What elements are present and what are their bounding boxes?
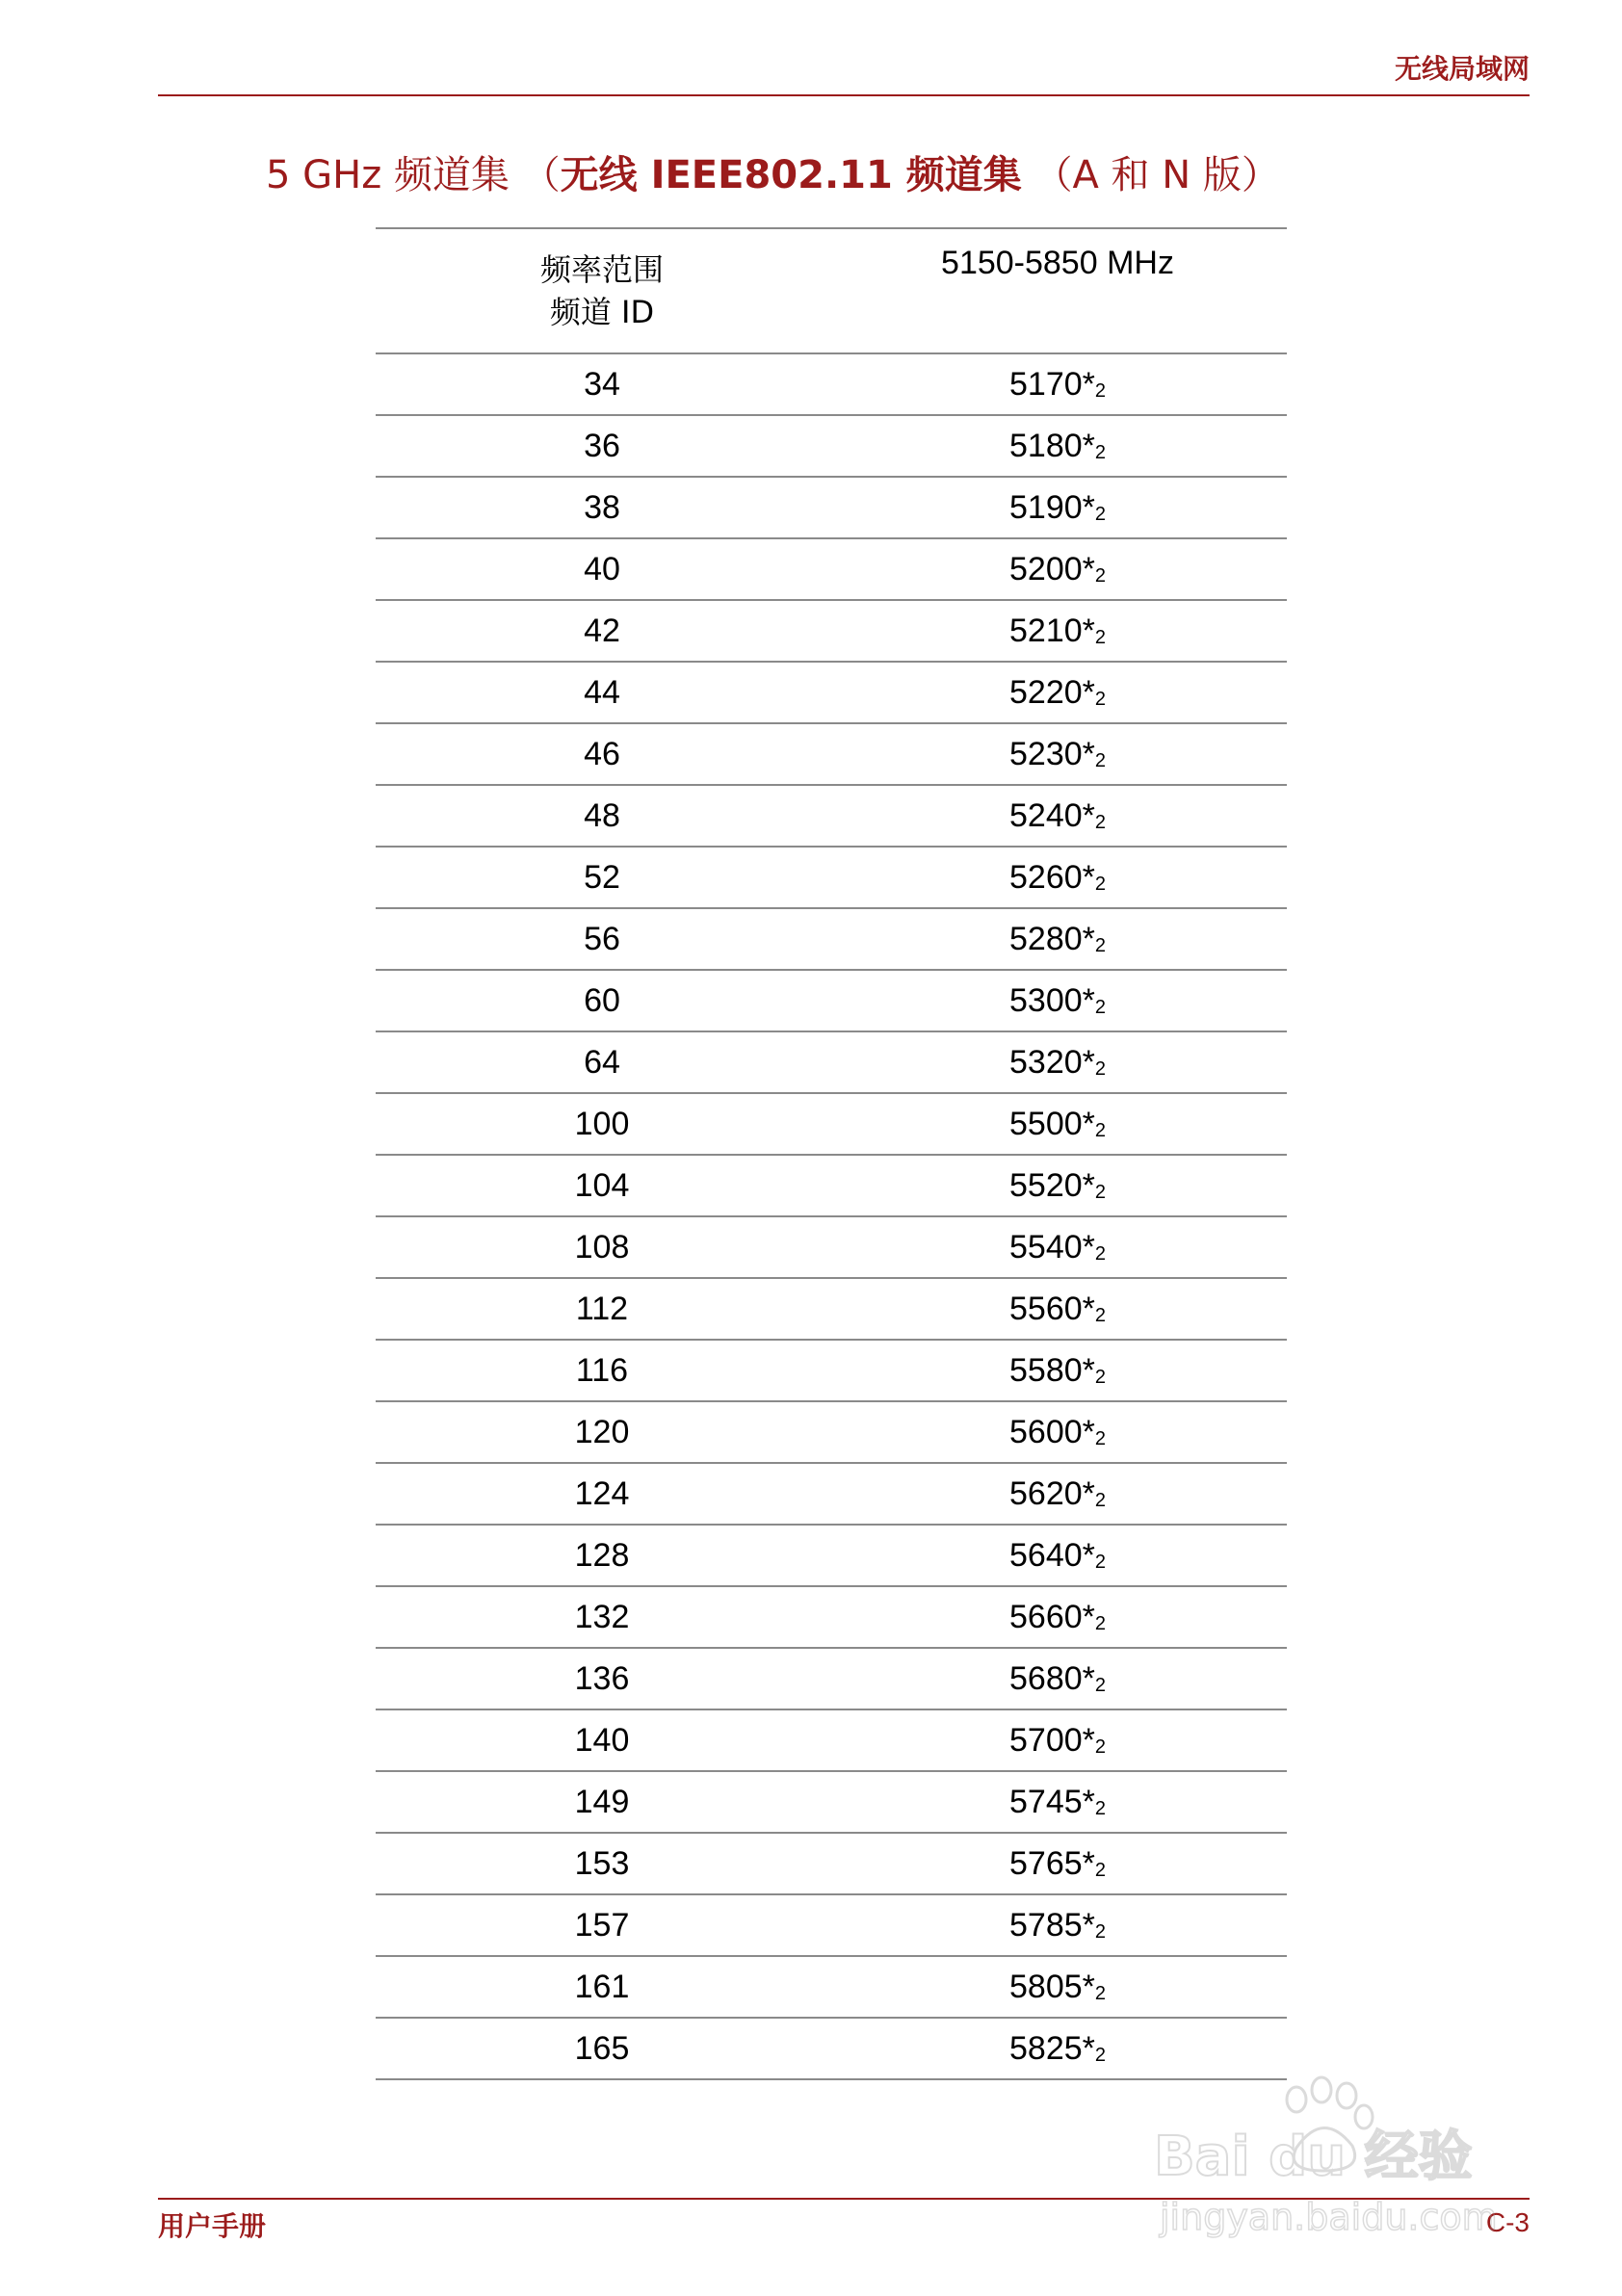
frequency-note-number: 2 <box>1094 379 1106 402</box>
frequency-note-number: 2 <box>1094 934 1106 956</box>
frequency-cell <box>828 1093 1287 1155</box>
table-row <box>376 1278 1287 1340</box>
channel-id-cell: 136 <box>376 1648 828 1709</box>
frequency-note-mark: * <box>1082 1474 1095 1512</box>
channel-id-cell: 112 <box>376 1278 828 1340</box>
frequency-value: 5765 <box>1009 1844 1083 1882</box>
frequency-cell <box>828 847 1287 908</box>
frequency-note-number: 2 <box>1094 503 1106 525</box>
frequency-note-mark: * <box>1082 550 1095 587</box>
frequency-note-mark: * <box>1082 365 1095 403</box>
frequency-note-mark: * <box>1082 1351 1095 1389</box>
frequency-cell <box>828 1340 1287 1401</box>
header-frequency-range-label: 频率范围 <box>539 251 664 288</box>
header-frequency-range: 5150-5850 MHz <box>828 228 1287 353</box>
table-row <box>376 1216 1287 1278</box>
frequency-value: 5200 <box>1009 550 1083 587</box>
frequency-note-number: 2 <box>1094 1797 1106 1819</box>
channel-id-cell: 157 <box>376 1894 828 1956</box>
frequency-note-mark: * <box>1082 1290 1095 1327</box>
frequency-value: 5580 <box>1009 1351 1083 1389</box>
frequency-value: 5220 <box>1009 673 1083 711</box>
table-row <box>376 1155 1287 1216</box>
channel-id-cell: 34 <box>376 353 828 415</box>
channel-id-cell: 44 <box>376 662 828 723</box>
frequency-note-mark: * <box>1082 1536 1095 1574</box>
frequency-cell <box>828 1709 1287 1771</box>
frequency-note-mark: * <box>1082 1598 1095 1635</box>
frequency-cell <box>828 1956 1287 2018</box>
frequency-note-number: 2 <box>1094 1735 1106 1758</box>
channel-id-cell: 42 <box>376 600 828 662</box>
watermark-brand: Bai du 经验 <box>1154 2126 1473 2188</box>
frequency-note-number: 2 <box>1094 1181 1106 1203</box>
frequency-note-mark: * <box>1082 796 1095 834</box>
frequency-note-mark: * <box>1082 427 1095 464</box>
header-channel-id <box>376 228 828 353</box>
frequency-note-mark: * <box>1082 920 1095 957</box>
frequency-cell <box>828 1525 1287 1586</box>
frequency-value: 5210 <box>1009 612 1083 649</box>
baidu-jingyan-watermark <box>1152 2071 1537 2244</box>
section-title <box>266 144 1280 199</box>
table-row <box>376 477 1287 538</box>
frequency-note-number: 2 <box>1094 441 1106 463</box>
frequency-value: 5540 <box>1009 1228 1083 1265</box>
header-channel-id-label <box>376 291 828 333</box>
frequency-value: 5230 <box>1009 735 1083 772</box>
running-header-title: 无线局域网 <box>1394 53 1530 85</box>
frequency-value: 5785 <box>1009 1906 1083 1944</box>
table-row <box>376 1894 1287 1956</box>
table-row <box>376 415 1287 477</box>
frequency-value: 5825 <box>1009 2029 1083 2067</box>
channel-id-cell: 64 <box>376 1031 828 1093</box>
frequency-cell <box>828 1463 1287 1525</box>
frequency-cell <box>828 1216 1287 1278</box>
frequency-value: 5300 <box>1009 981 1083 1019</box>
frequency-value: 5805 <box>1009 1968 1083 2005</box>
channel-id-cell: 36 <box>376 415 828 477</box>
paw-toe-3-icon <box>1337 2083 1356 2108</box>
channel-id-cell: 120 <box>376 1401 828 1463</box>
channel-id-cell: 165 <box>376 2018 828 2079</box>
frequency-note-mark: * <box>1082 1721 1095 1759</box>
table-row <box>376 1093 1287 1155</box>
table-row <box>376 1401 1287 1463</box>
frequency-cell <box>828 1278 1287 1340</box>
frequency-note-number: 2 <box>1094 1119 1106 1141</box>
table-row <box>376 970 1287 1031</box>
frequency-note-number: 2 <box>1094 1427 1106 1449</box>
frequency-value: 5660 <box>1009 1598 1083 1635</box>
frequency-value: 5190 <box>1009 488 1083 526</box>
frequency-note-number: 2 <box>1094 749 1106 771</box>
channel-id-cell: 52 <box>376 847 828 908</box>
frequency-cell <box>828 600 1287 662</box>
section-title-part1: 5 GHz 频道集 （ <box>266 153 561 197</box>
frequency-value: 5260 <box>1009 858 1083 896</box>
table-row <box>376 723 1287 785</box>
frequency-note-number: 2 <box>1094 873 1106 895</box>
frequency-note-mark: * <box>1082 1783 1095 1820</box>
frequency-value: 5500 <box>1009 1105 1083 1142</box>
frequency-value: 5180 <box>1009 427 1083 464</box>
table-row <box>376 785 1287 847</box>
channel-id-cell: 56 <box>376 908 828 970</box>
table-body <box>376 353 1287 2079</box>
channel-id-cell: 124 <box>376 1463 828 1525</box>
channel-id-cell: 40 <box>376 538 828 600</box>
frequency-note-mark: * <box>1082 612 1095 649</box>
frequency-note-mark: * <box>1082 488 1095 526</box>
table-row <box>376 538 1287 600</box>
frequency-cell <box>828 785 1287 847</box>
frequency-note-number: 2 <box>1094 1674 1106 1696</box>
channel-id-cell: 104 <box>376 1155 828 1216</box>
frequency-note-mark: * <box>1082 981 1095 1019</box>
channel-id-cell: 100 <box>376 1093 828 1155</box>
table-row <box>376 600 1287 662</box>
channel-id-cell: 38 <box>376 477 828 538</box>
frequency-value: 5170 <box>1009 365 1083 403</box>
channel-id-cell: 153 <box>376 1833 828 1894</box>
table-row <box>376 1031 1287 1093</box>
frequency-value: 5520 <box>1009 1166 1083 1204</box>
frequency-cell <box>828 1401 1287 1463</box>
table-header-row <box>376 228 1287 353</box>
frequency-cell <box>828 908 1287 970</box>
channel-id-cell: 48 <box>376 785 828 847</box>
frequency-value: 5560 <box>1009 1290 1083 1327</box>
table-row <box>376 353 1287 415</box>
frequency-value: 5320 <box>1009 1043 1083 1081</box>
frequency-note-number: 2 <box>1094 626 1106 648</box>
table-row <box>376 847 1287 908</box>
frequency-note-mark: * <box>1082 1844 1095 1882</box>
frequency-note-number: 2 <box>1094 1859 1106 1881</box>
table-row <box>376 1648 1287 1709</box>
frequency-note-number: 2 <box>1094 1612 1106 1634</box>
channel-id-cell: 161 <box>376 1956 828 2018</box>
header-id-word: ID <box>621 294 655 330</box>
frequency-note-mark: * <box>1082 1906 1095 1944</box>
channel-id-cell: 46 <box>376 723 828 785</box>
channel-frequency-table <box>376 227 1287 2080</box>
frequency-value: 5680 <box>1009 1659 1083 1697</box>
frequency-note-number: 2 <box>1094 1920 1106 1943</box>
frequency-cell <box>828 1894 1287 1956</box>
watermark-url: jingyan.baidu.com <box>1160 2196 1498 2238</box>
frequency-cell <box>828 1833 1287 1894</box>
frequency-note-mark: * <box>1082 858 1095 896</box>
channel-id-cell: 60 <box>376 970 828 1031</box>
frequency-note-number: 2 <box>1094 1551 1106 1573</box>
frequency-note-number: 2 <box>1094 688 1106 710</box>
frequency-note-mark: * <box>1082 1228 1095 1265</box>
frequency-note-number: 2 <box>1094 2044 1106 2066</box>
footer-manual-title: 用户手册 <box>158 2210 267 2242</box>
table-row <box>376 1525 1287 1586</box>
table-row <box>376 1833 1287 1894</box>
table-row <box>376 1586 1287 1648</box>
frequency-cell <box>828 723 1287 785</box>
header-rule <box>158 94 1530 96</box>
frequency-cell <box>828 353 1287 415</box>
channel-id-cell: 149 <box>376 1771 828 1833</box>
frequency-note-number: 2 <box>1094 1242 1106 1265</box>
channel-id-cell: 132 <box>376 1586 828 1648</box>
frequency-cell <box>828 1586 1287 1648</box>
frequency-note-number: 2 <box>1094 811 1106 833</box>
frequency-note-number: 2 <box>1094 1304 1106 1326</box>
table-row <box>376 2018 1287 2079</box>
frequency-cell <box>828 1771 1287 1833</box>
frequency-note-mark: * <box>1082 1968 1095 2005</box>
table-row <box>376 1709 1287 1771</box>
frequency-note-number: 2 <box>1094 1057 1106 1080</box>
frequency-note-number: 2 <box>1094 564 1106 587</box>
frequency-value: 5280 <box>1009 920 1083 957</box>
frequency-value: 5240 <box>1009 796 1083 834</box>
frequency-note-mark: * <box>1082 1043 1095 1081</box>
frequency-note-number: 2 <box>1094 996 1106 1018</box>
frequency-note-number: 2 <box>1094 1366 1106 1388</box>
frequency-note-number: 2 <box>1094 1489 1106 1511</box>
channel-id-cell: 140 <box>376 1709 828 1771</box>
table-row <box>376 908 1287 970</box>
frequency-value: 5640 <box>1009 1536 1083 1574</box>
frequency-value: 5600 <box>1009 1413 1083 1450</box>
frequency-cell <box>828 477 1287 538</box>
header-channel-word: 频道 <box>549 294 622 330</box>
channel-id-cell: 116 <box>376 1340 828 1401</box>
frequency-cell <box>828 415 1287 477</box>
frequency-cell <box>828 1155 1287 1216</box>
channel-id-cell: 108 <box>376 1216 828 1278</box>
frequency-cell <box>828 662 1287 723</box>
frequency-note-mark: * <box>1082 1166 1095 1204</box>
frequency-cell <box>828 1031 1287 1093</box>
paw-toe-2-icon <box>1312 2077 1331 2102</box>
frequency-note-mark: * <box>1082 673 1095 711</box>
frequency-note-number: 2 <box>1094 1982 1106 2004</box>
frequency-note-mark: * <box>1082 2029 1095 2067</box>
table-row <box>376 1340 1287 1401</box>
section-title-part3: （A 和 N 版） <box>1021 153 1280 197</box>
frequency-value: 5745 <box>1009 1783 1083 1820</box>
table-row <box>376 1463 1287 1525</box>
table-row <box>376 662 1287 723</box>
frequency-note-mark: * <box>1082 1413 1095 1450</box>
paw-toe-1-icon <box>1287 2087 1306 2112</box>
footer-page-number: C-3 <box>1485 2207 1530 2237</box>
frequency-cell <box>828 970 1287 1031</box>
frequency-cell <box>828 538 1287 600</box>
frequency-value: 5620 <box>1009 1474 1083 1512</box>
section-title-part2: 无线 IEEE802.11 频道集 <box>560 153 1022 197</box>
frequency-note-mark: * <box>1082 1105 1095 1142</box>
frequency-note-mark: * <box>1082 735 1095 772</box>
channel-id-cell: 128 <box>376 1525 828 1586</box>
table-row <box>376 1956 1287 2018</box>
frequency-value: 5700 <box>1009 1721 1083 1759</box>
frequency-note-mark: * <box>1082 1659 1095 1697</box>
frequency-cell <box>828 1648 1287 1709</box>
table-row <box>376 1771 1287 1833</box>
